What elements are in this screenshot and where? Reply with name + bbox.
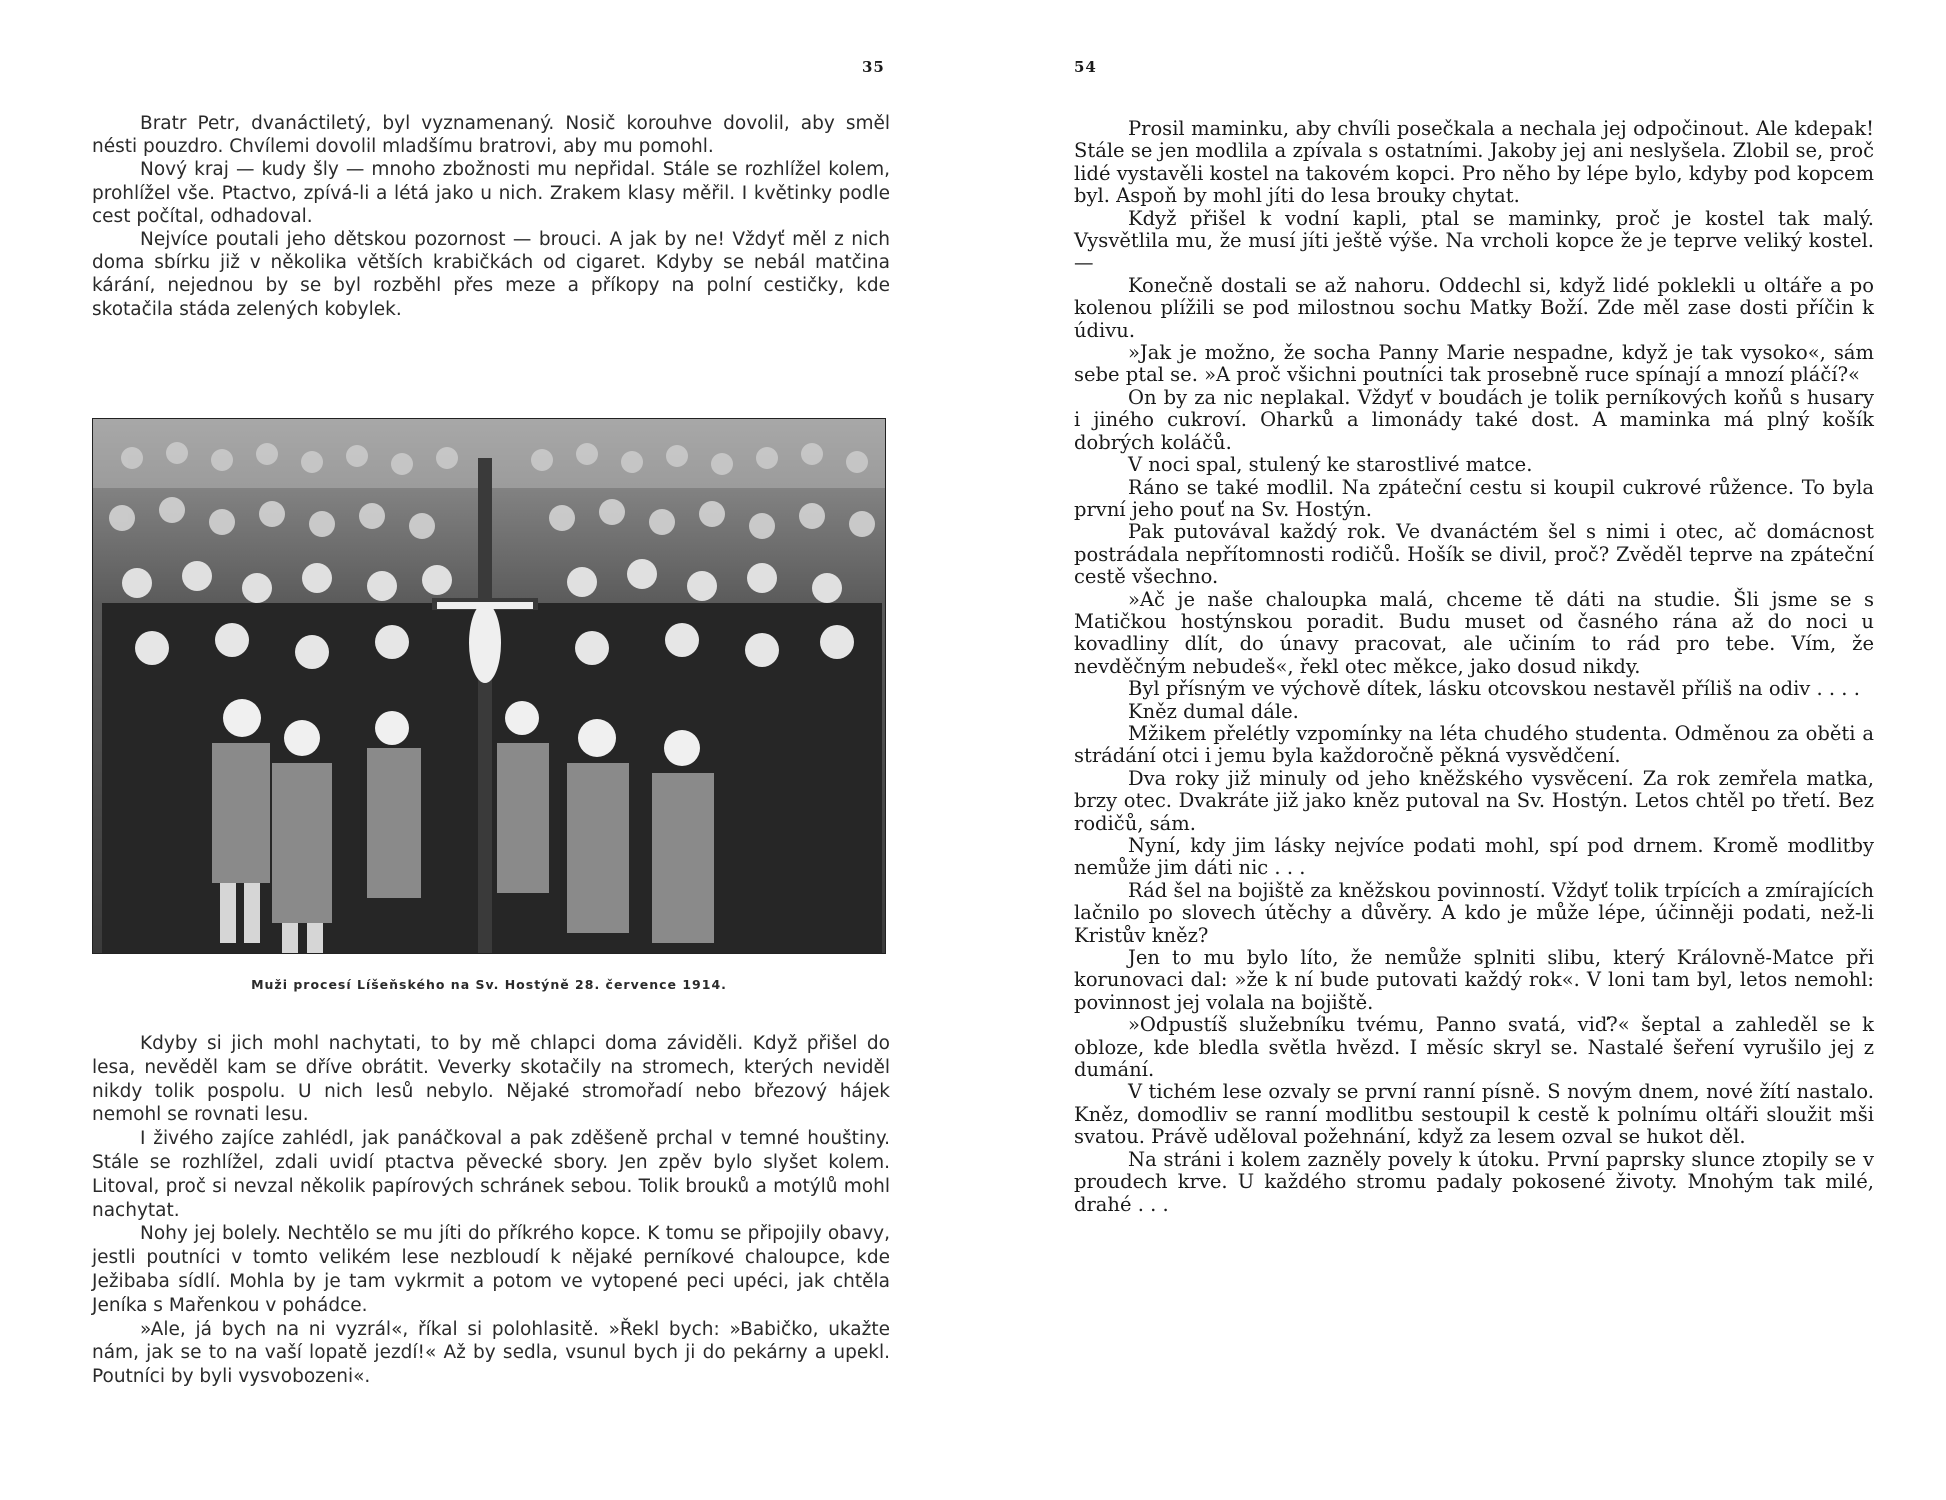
procession-photo (92, 418, 886, 954)
paragraph: I živého zajíce zahlédl, jak panáčkoval a pak zděšeně prchal v temné houštiny. Stále se rozhlížel, zdali uvidí ptactva pěvecké sbory. Jen zpěv bylo slyšet kolem. Litoval, proč si nevzal několik papírových schránek sebou. Tolik brouků a motýlů mohl nachytat. (92, 1128, 890, 1221)
paragraph: V noci spal, stulený ke starostlivé matce. (1128, 453, 1533, 477)
paragraph: Nový kraj — kudy šly — mnoho zbožnosti mu nepřidal. Stále se rozhlížel kolem, prohlížel vše. Ptactvo, zpívá-li a létá jako u nich. Zrakem klasy měřil. I květinky podle cest počítal, odhadoval. (92, 159, 890, 227)
paragraph: »Ale, já bych na ni vyzrál«, říkal si polohlasitě. »Řekl bych: »Babičko, ukažte nám, jak se to na vaší lopatě jezdí!« Až by sedla, vsunul bych ji do pekárny a upekl. Poutníci by byli vysvobozeni«. (92, 1318, 890, 1388)
paragraph: »Jak je možno, že socha Panny Marie nespadne, když je tak vysoko«, sám sebe ptal se. »A proč všichni poutníci tak prosebně ruce spínají a mnozí pláčí?« (1074, 341, 1874, 387)
left-page-top-text (92, 112, 890, 321)
paragraph: On by za nic neplakal. Vždyť v boudách je tolik perníkových koňů s husary i jiného cukroví. Oharků a limonády také dost. A maminka má plný košík dobrých koláčů. (1074, 385, 1874, 454)
paragraph: Rád šel na bojiště za kněžskou povinností. Vždyť tolik trpících a zmírajících lačnilo po slovech útěchy a důvěry. A kdo je může lépe, účinněji podati, než-li Kristův kněz? (1074, 878, 1874, 947)
paragraph: Konečně dostali se až nahoru. Oddechl si, když lidé poklekli u oltáře a po kolenou plížili se pod milostnou sochu Matky Boží. Zde měl zase dosti příčin k údivu. (1074, 273, 1874, 342)
paragraph: Dva roky již minuly od jeho kněžského vysvěcení. Za rok zemřela matka, brzy otec. Dvakráte již jako kněz putoval na Sv. Hostýn. Letos chtěl po třetí. Bez rodičů, sám. (1074, 766, 1874, 835)
paragraph: Ráno se také modlil. Na zpáteční cestu si koupil cukrové růžence. To byla první jeho pouť na Sv. Hostýn. (1074, 475, 1874, 521)
paragraph: Prosil maminku, aby chvíli posečkala a nechala jej odpočinout. Ale kdepak! Stále se jen modlila a zpívala s ostatními. Jakoby jej ani neslyšela. Zlobil se, proč lidé vystavěli kostel na takovém kopci. Pro něho by lépe bylo, kdyby pod kopcem byl. Aspoň by mohl jíti do lesa brouky chytat. (1074, 117, 1874, 208)
left-page-bottom-text (92, 1032, 890, 1389)
paragraph: »Odpustíš služebníku tvému, Panno svatá, viď?« šeptal a zahleděl se k obloze, kde bledla světla hvězd. I měsíc skryl se. Nastalé šeření vyrušilo jej z dumání. (1074, 1013, 1874, 1082)
paragraph: Kdyby si jich mohl nachytati, to by mě chlapci doma záviděli. Když přišel do lesa, nevěděl kam se dříve obrátit. Veverky skotačily na stromech, kterých neviděl nikdy tolik pospolu. U nich lesů nebylo. Nějaké stromořadí nebo březový hájek nemohl se rovnati lesu. (92, 1033, 890, 1126)
photo-illustration (92, 418, 886, 954)
paragraph: Nohy jej bolely. Nechtělo se mu jíti do příkrého kopce. K tomu se připojily obavy, jestli poutníci v tomto velikém lese nezbloudí k nějaké perníkové chaloupce, kde Ježibaba sídlí. Mohla by je tam vykrmit a potom ve vytopené peci upéci, jak chtěla Jeníka s Mařenkou v pohádce. (92, 1223, 890, 1316)
paragraph: Nyní, kdy jim lásky nejvíce podati mohl, spí pod drnem. Kromě modlitby nemůže jim dáti nic . . . (1074, 834, 1874, 880)
paragraph: Když přišel k vodní kapli, ptal se maminky, proč je kostel tak malý. Vysvětlila mu, že musí jíti ještě výše. Na vrcholi kopce že je teprve veliký kostel. — (1074, 206, 1874, 275)
page-number-left: 35 (862, 58, 885, 76)
paragraph: Nejvíce poutali jeho dětskou pozornost — brouci. A jak by ne! Vždyť měl z nich doma sbírku již v několika větších krabičkách od cigaret. Kdyby se nebál matčina kárání, nejednou by se byl rozběhl přes meze a příkopy na polní cestičky, kde skotačila stáda zelených kobylek. (92, 229, 890, 320)
page-number-right: 54 (1074, 58, 1097, 76)
right-page-text (1074, 118, 1874, 1216)
paragraph: »Ač je naše chaloupka malá, chceme tě dáti na studie. Šli jsme se s Matičkou hostýnskou poradit. Budu muset od časného rána až do noci u kovadliny dlít, do únavy pracovat, ale učiním to rád pro tebe. Vím, že nevděčným nebudeš«, řekl otec měkce, jako dosud nikdy. (1074, 587, 1874, 678)
photo-caption: Muži procesí Líšeňského na Sv. Hostýně 28. července 1914. (251, 977, 727, 992)
paragraph: Kněz dumal dále. (1128, 699, 1299, 723)
paragraph: Jen to mu bylo líto, že nemůže splniti slibu, který Královně-Matce při korunovaci dal: »že k ní bude putovati každý rok«. V loni tam byl, letos nemohl: povinnost jej volala na bojiště. (1074, 946, 1874, 1014)
paragraph: Mžikem přelétly vzpomínky na léta chudého studenta. Odměnou za oběti a strádání otci i jemu byla každoročně pěkná vysvědčení. (1074, 721, 1874, 768)
paragraph: V tichém lese ozvaly se první ranní písně. S novým dnem, nové žítí nastalo. Kněz, domodliv se ranní modlitbu sestoupil k cestě k polnímu oltáři sloužit mši svatou. Právě uděloval požehnání, když za lesem ozval se hukot děl. (1074, 1080, 1874, 1149)
paragraph: Pak putovával každý rok. Ve dvanáctém šel s nimi i otec, ač domácnost postrádala nepřítomnosti rodičů. Hošík se divil, proč? Zvěděl teprve na zpáteční cestě všechno. (1074, 520, 1874, 589)
paragraph: Na stráni i kolem zazněly povely k útoku. První paprsky slunce ztopily se v proudech krve. U každého stromu padaly pokosené životy. Mnohým tak milé, drahé . . . (1074, 1147, 1874, 1216)
paragraph: Bratr Petr, dvanáctiletý, byl vyznamenaný. Nosič korouhve dovolil, aby směl nésti pouzdro. Chvílemi dovolil mladšímu bratrovi, aby mu pomohl. (92, 113, 890, 158)
paragraph: Byl přísným ve výchově dítek, lásku otcovskou nestavěl příliš na odiv . . . . (1128, 677, 1860, 701)
